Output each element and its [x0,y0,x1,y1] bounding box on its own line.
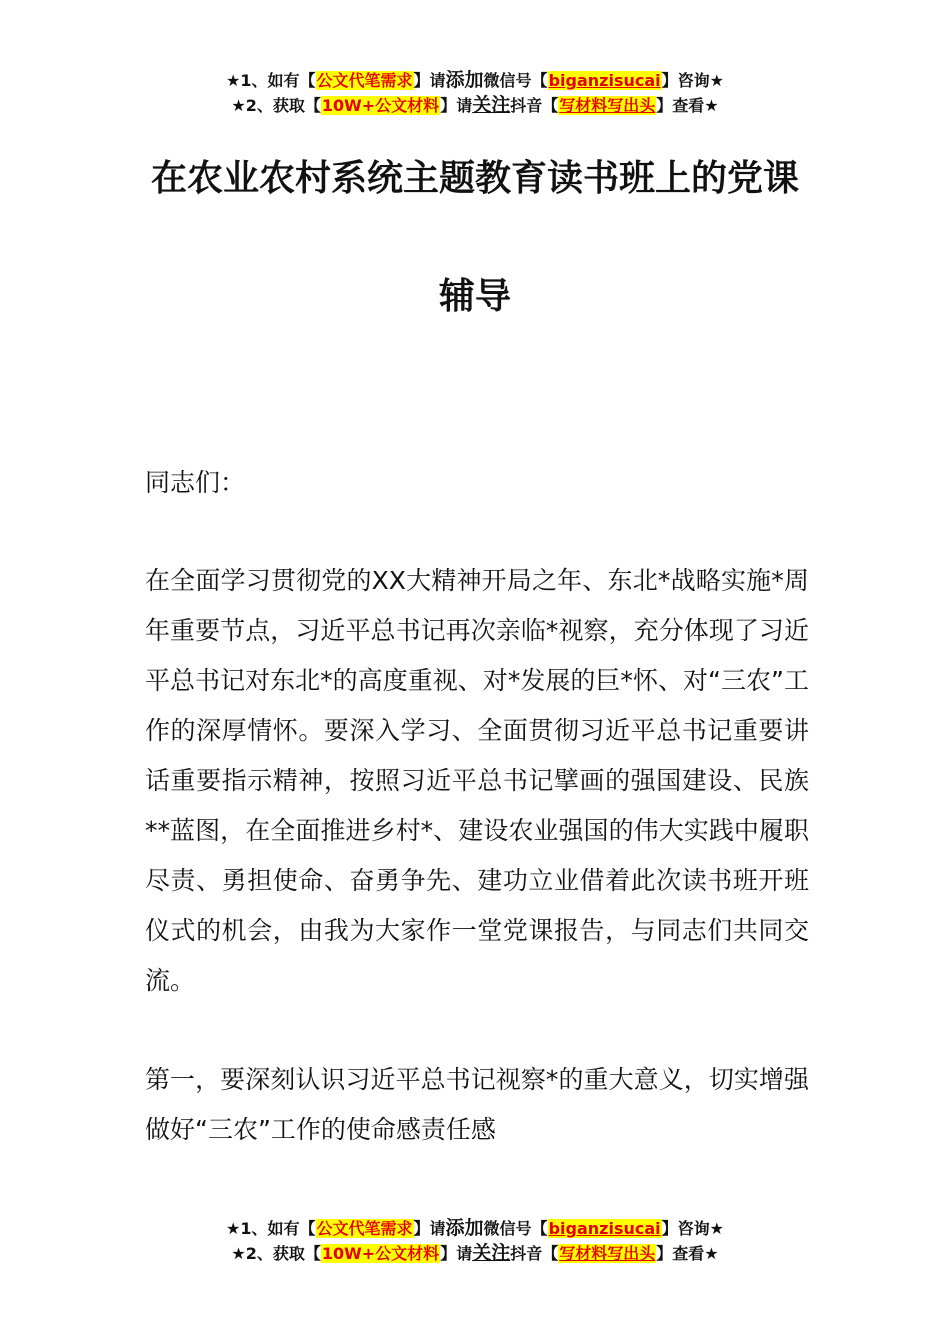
greeting: 同志们： [145,468,246,497]
banner-douyin-id[interactable]: 写材料写出头 [559,96,656,115]
banner-line-2: ★2、获取【10W+公文材料】请关注抖音【写材料写出头】查看★ [231,94,719,116]
footer-highlight-service: 公文代笔需求 [316,1219,413,1238]
footer-wechat-id[interactable]: biganzisucai [548,1219,661,1238]
banner-highlight-service: 公文代笔需求 [316,71,413,90]
footer-banner-line-1: ★1、如有【公文代笔需求】请添加微信号【biganzisucai】咨询★ [226,1217,724,1239]
header-banner [0,68,950,118]
banner-line-1: ★1、如有【公文代笔需求】请添加微信号【biganzisucai】咨询★ [226,69,724,91]
document-title-line-1: 在农业农村系统主题教育读书班上的党课 [150,158,799,199]
paragraph-1: 在全面学习贯彻党的XX大精神开局之年、东北*战略实施*周年重要节点，习近平总书记再次亲临*视察，充分体现了习近平总书记对东北*的高度重视、对*发展的巨*怀、对“三农”工作的深厚情怀。要深入学习、全面贯彻习近平总书记重要讲话重要指示精神，按照习近平总书记擘画的强国建设、民族**蓝图，在全面推进乡村*、建设农业强国的伟大实践中履职尽责、勇担使命、奋勇争先、建功立业借着此次读书班开班仪式的机会，由我为大家作一堂党课报告，与同志们共同交流。 [145,566,809,995]
footer-banner [0,1216,950,1266]
banner-highlight-materials: 10W+公文材料 [321,96,440,115]
footer-banner-line-2: ★2、获取【10W+公文材料】请关注抖音【写材料写出头】查看★ [231,1242,719,1264]
footer-highlight-materials: 10W+公文材料 [321,1244,440,1263]
paragraph-2: 第一，要深刻认识习近平总书记视察*的重大意义，切实增强做好“三农”工作的使命感责任感 [145,1065,809,1144]
footer-douyin-id[interactable]: 写材料写出头 [559,1244,656,1263]
document-title-line-2: 辅导 [438,276,511,317]
banner-wechat-id[interactable]: biganzisucai [548,71,661,90]
